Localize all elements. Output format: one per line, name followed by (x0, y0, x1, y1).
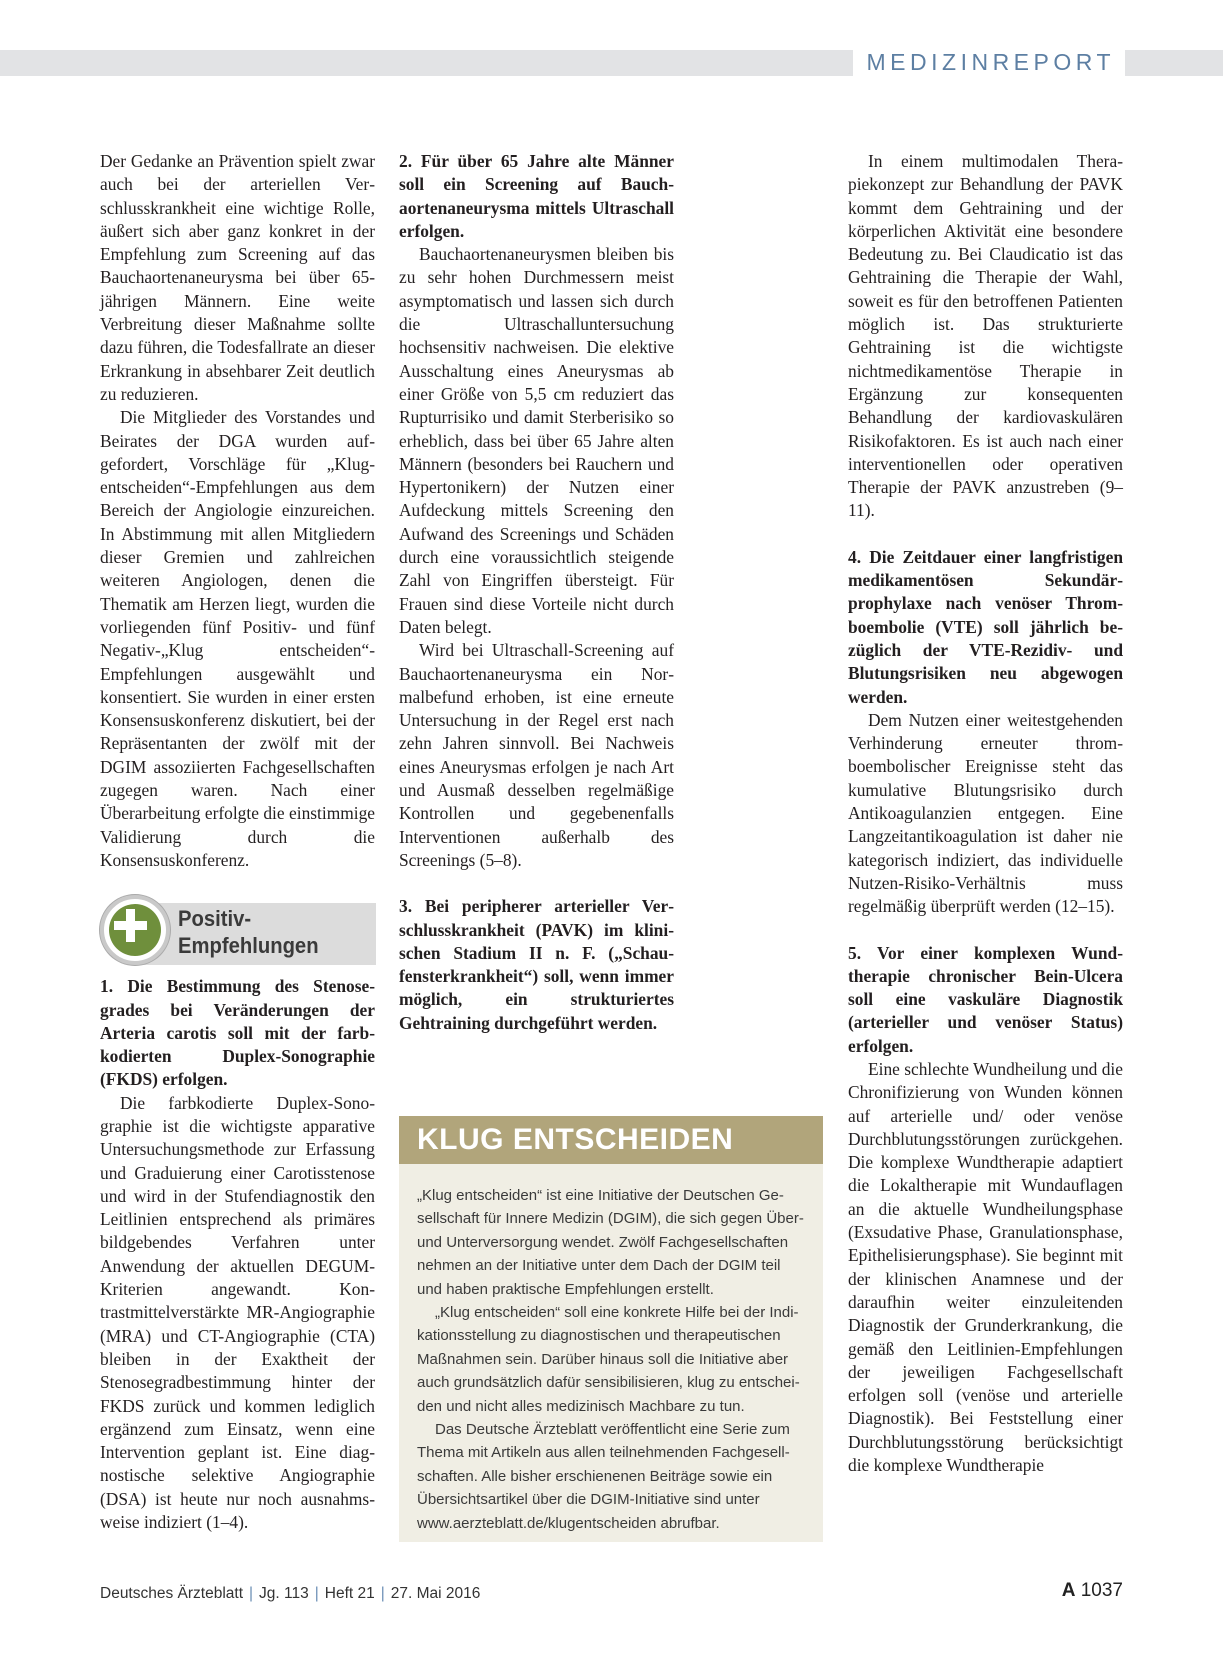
column-2 (399, 150, 674, 1035)
column-3 (848, 150, 1123, 1477)
klug-entscheiden-box (399, 1116, 823, 1542)
box-title-line2: Empfehlungen (178, 933, 319, 959)
klug-paragraph: Das Deutsche Ärzteblatt veröffentlicht eine Serie zum Thema mit Artikeln aus allen teilnehmenden Fachgesellschaften. Alle bisher erschienenen Beiträge sowie ein Übersichtsartikel über die DGIM-Initiative sind unter www.aerzteblatt.de/klugentscheiden abrufbar. (417, 1421, 790, 1532)
volume: Jg. 113 (259, 1585, 309, 1602)
klug-paragraph: „Klug entscheiden“ ist eine Initiative der Deutschen Gesellschaft für Innere Medizin (DGIM), die sich gegen Über- und Unterversorgung wendet. Zwölf Fachgesellschaften nehmen an der Initiative unter dem Dach der DGIM teil und haben praktische Empfehlungen erstellt. (417, 1187, 804, 1298)
recommendation-1-text: Die farbkodierte Duplex-Sonographie ist die wichtigste apparative Untersuchungsmethode zur Erfassung und Graduierung einer Carotisstenose und wird in der Stufendiagnostik den Leitlinien entsprechend als primäres bildgebendes Verfahren unter Anwendung der aktuellen DEGUM-Kriterien angewandt. Kontrastmittelverstärkte MR-Angiographie (MRA) und CT-Angiographie (CTA) bleiben in der Exaktheit der Stenosegradbestimmung hinter der FKDS zurück und kommen lediglich ergänzend zum Einsatz, wenn eine Intervention geplant ist. Eine diagnostische selektive Angiographie (DSA) ist heute nur noch ausnahmsweise indiziert (1–4). (100, 1092, 375, 1533)
journal-name: Deutsches Ärzteblatt (100, 1585, 244, 1602)
page-prefix: A (1061, 1580, 1076, 1601)
date: 27. Mai 2016 (390, 1585, 481, 1602)
recommendation-2-text: Bauchaortenaneurysmen bleiben bis zu sehr hohen Durchmessern meist asymptomatisch und lassen sich durch die Ultraschalluntersuchung hochsensitiv nachweisen. Die elektive Ausschaltung eines Aneurysmas ab einer Größe von 5,5 cm reduziert das Rupturrisiko und damit Sterberisiko so erheblich, dass bei über 65 Jahre alten Männern (besonders bei Rauchern und Hypertonikern) der Nutzen einer Aufdeckung mittels Screening den Aufwand des Screenings und Schäden durch eine voraussichtlich steigende Zahl von Eingriffen übersteigt. Für Frauen sind diese Vorteile nicht durch Daten belegt. (399, 244, 674, 637)
positive-recommendations-heading (100, 895, 375, 965)
recommendation-4-heading: 4. Die Zeitdauer einer langfristigen medikamentösen Sekundärprophylaxe nach venöser Thromboembolie (VTE) soll jährlich bezüglich der VTE-Rezidiv- und Blutungsrisiken neu abgewogen werden. (848, 546, 1123, 707)
box-title-line1: Positiv- (178, 906, 252, 932)
recommendation-5-text: Eine schlechte Wundheilung und die Chronifizierung von Wunden können auf arterielle und/ oder venöse Durchblutungsstörungen zurückgehen. Die komplexe Wundtherapie adaptiert die Lokaltherapie mit Wundauflagen an die aktuelle Wundheilungsphase (Exsudative Phase, Granulationsphase, Epithelisierungsphase). Sie beginnt mit der klinischen Anamnese und der daraufhin weiter einzuleitenden Diagnostik der Grunderkrankung, die gemäß den Leitlinien-Empfehlungen der jeweiligen Fachgesellschaft erfolgen soll (venöse und arterielle Diagnostik). Bei Feststellung einer Durchblutungsstörung berücksichtigt die komplexe Wundtherapie (848, 1058, 1123, 1476)
recommendation-1-heading: 1. Die Bestimmung des Stenosegrades bei Veränderungen der Arteria carotis soll mit der farbkodierten Duplex-Sonographie (FKDS) erfolgen. (100, 976, 375, 1090)
klug-paragraph: „Klug entscheiden“ soll eine konkrete Hilfe bei der Indikationsstellung zu diagnostischen und therapeutischen Maßnahmen sein. Darüber hinaus soll die Initiative aber auch grundsätzlich dafür sensibilisieren, klug zu entscheiden und nicht alles medizinisch Machbare zu tun. (417, 1304, 800, 1415)
paragraph: In einem multimodalen Therapiekonzept zur Behandlung der PAVK kommt dem Gehtraining und der körperlichen Aktivität eine besondere Bedeutung zu. Bei Claudicatio ist das Gehtraining die Therapie der Wahl, soweit es für den betroffenen Patienten möglich ist. Das strukturierte Gehtraining ist die wichtigste nichtmedikamentöse Therapie in Ergänzung zur konsequenten Behandlung der kardiovaskulären Risikofaktoren. Es ist auch nach einer interventionellen oder operativen Therapie der PAVK anzustreben (9–11). (848, 151, 1123, 521)
section-label: MEDIZINREPORT (853, 48, 1125, 76)
klug-box-body (399, 1164, 823, 1535)
paragraph: Der Gedanke an Prävention spielt zwar auch bei der arteriellen Verschlusskrankheit eine wichtige Rolle, äußert sich aber ganz konkret in der Empfehlung zum Screening auf das Bauchaortenaneurysma bei über 65-jährigen Männern. Eine weite Verbreitung dieser Maßnahme sollte dazu führen, die Todesfallrate an dieser Erkrankung in absehbarer Zeit deutlich zu reduzieren. (100, 151, 375, 404)
recommendation-3-heading: 3. Bei peripherer arterieller Verschlusskrankheit (PAVK) im klinischen Stadium II n. F. („Schaufensterkrankheit“) soll, wenn immer möglich, ein strukturiertes Gehtraining durchgeführt werden. (399, 896, 674, 1033)
recommendation-2-heading: 2. Für über 65 Jahre alte Männer soll ein Screening auf Bauchaortenaneurysma mittels Ultraschall erfolgen. (399, 151, 674, 241)
recommendation-2-text-2: Wird bei Ultraschall-Screening auf Bauchaortenaneurysma ein Normalbefund erhoben, ist eine erneute Untersuchung in der Regel erst nach zehn Jahren sinnvoll. Bei Nachweis eines Aneurysmas erfolgen je nach Art und Ausmaß desselben regelmäßige Kontrollen und gegebenenfalls Interventionen außerhalb des Screenings (5–8). (399, 640, 674, 870)
klug-box-title: KLUG ENTSCHEIDEN (399, 1116, 823, 1164)
column-1 (100, 150, 375, 1534)
recommendation-4-text: Dem Nutzen einer weitestgehenden Verhinderung erneuter thromboembolischer Ereignisse steht das kumulative Blutungsrisiko durch Antikoagulanzien entgegen. Eine Langzeitantikoagulation ist daher nie kategorisch indiziert, das individuelle Nutzen-Risiko-Verhältnis muss regelmäßig überprüft werden (12–15). (848, 709, 1123, 917)
recommendation-5-heading: 5. Vor einer komplexen Wundtherapie chronischer Bein-Ulcera soll eine vaskuläre Diagnostik (arterieller und venöser Status) erfolgen. (848, 942, 1123, 1056)
box-title (178, 905, 319, 959)
page-number (1062, 1580, 1123, 1602)
paragraph: Die Mitglieder des Vorstandes und Beirates der DGA wurden aufgefordert, Vorschläge für „Klug-entscheiden“-Empfehlungen aus dem Bereich der Angiologie einzureichen. In Abstimmung mit allen Mitgliedern dieser Gremien und zahlreichen weiteren Angiologen, denen die Thematik am Herzen liegt, wurden die vorliegenden fünf Positiv- und fünf Negativ-„Klug entscheiden“-Empfehlungen ausgewählt und konsentiert. Sie wurden in einer ersten Konsensuskonferenz diskutiert, bei der Repräsentanten der zwölf mit der DGIM assoziierten Fachgesellschaften zugegen waren. Nach einer Überarbeitung erfolgte die einstimmige Validierung durch die Konsensuskonferenz. (100, 407, 375, 870)
plus-icon (100, 895, 170, 965)
issue: Heft 21 (324, 1585, 375, 1602)
footer: Deutsches Ärzteblatt | Jg. 113 | Heft 21 | 27. Mai 2016 (100, 1585, 481, 1602)
page-number-value: 1037 (1080, 1580, 1123, 1601)
